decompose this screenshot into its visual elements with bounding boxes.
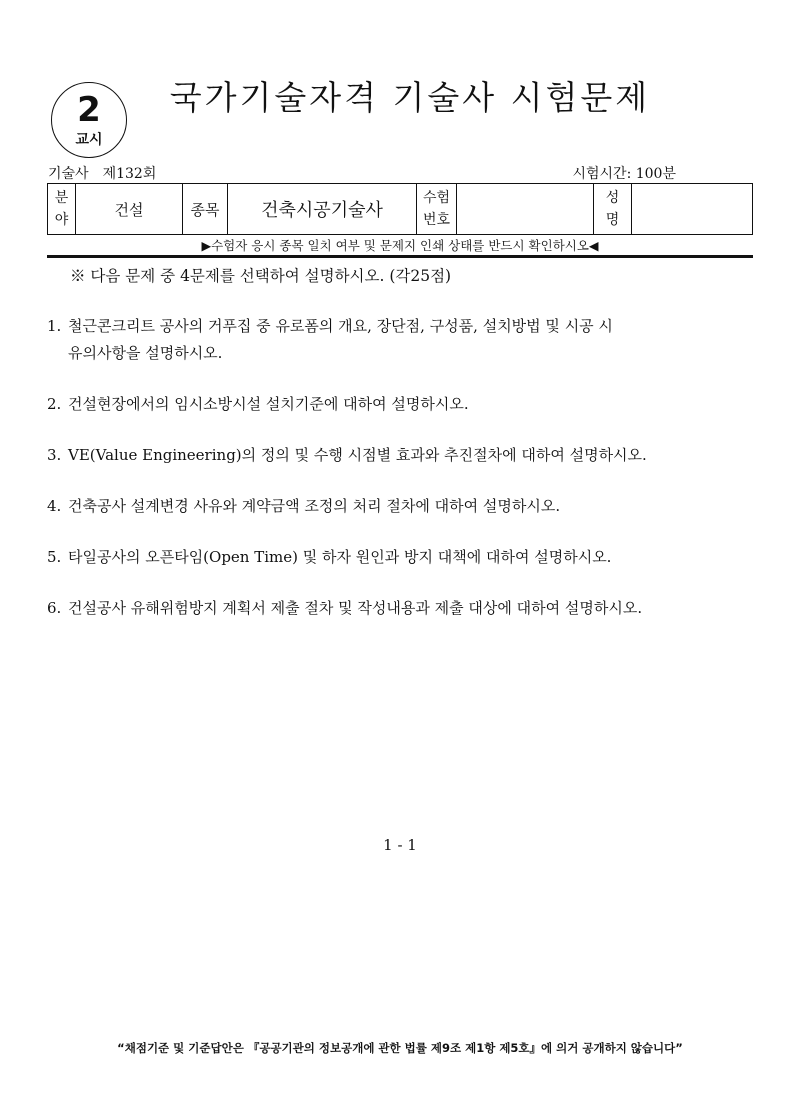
question-number: 1. bbox=[47, 317, 62, 335]
question-text: 건설현장에서의 임시소방시설 설치기준에 대하여 설명하시오. bbox=[68, 395, 469, 413]
question-text: 건설공사 유해위험방지 계획서 제출 절차 및 작성내용과 제출 대상에 대하여 설명하시오. bbox=[68, 599, 643, 617]
question-item bbox=[47, 544, 759, 571]
name-label-top: 성 bbox=[605, 190, 620, 206]
divider-rule bbox=[47, 255, 753, 258]
registration-label-cell bbox=[417, 184, 457, 234]
question-text: VE(Value Engineering)의 정의 및 수행 시점별 효과와 추진절차에 대하여 설명하시오. bbox=[68, 446, 647, 464]
registration-number-field[interactable] bbox=[457, 184, 594, 234]
name-label-cell bbox=[594, 184, 632, 234]
field-label-top: 분 bbox=[54, 190, 69, 206]
question-text-continued: 유의사항을 설명하시오. bbox=[68, 344, 223, 362]
question-number: 2. bbox=[47, 395, 62, 413]
name-field[interactable] bbox=[632, 184, 752, 234]
registration-label-top: 수험 bbox=[422, 190, 451, 206]
session-number: 2 bbox=[77, 90, 101, 130]
name-label-bottom: 명 bbox=[605, 212, 620, 228]
check-notice: ▶수험자 응시 종목 일치 여부 및 문제지 인쇄 상태를 반드시 확인하시오◀ bbox=[201, 238, 599, 253]
exam-category: 기술사 bbox=[48, 166, 89, 182]
question-item bbox=[47, 313, 759, 367]
question-number: 5. bbox=[47, 548, 62, 566]
question-text: 타일공사의 오픈타임(Open Time) 및 하자 원인과 방지 대책에 대하여 설명하시오. bbox=[68, 548, 612, 566]
field-label-bottom: 야 bbox=[54, 212, 69, 228]
question-item bbox=[47, 595, 759, 622]
disclosure-footer: “채점기준 및 기준답안은 『공공기관의 정보공개에 관한 법률 제9조 제1항 제5호』에 의거 공개하지 않습니다” bbox=[117, 1041, 683, 1055]
exam-info-table bbox=[47, 183, 753, 235]
registration-label-bottom: 번호 bbox=[422, 212, 451, 228]
question-item bbox=[47, 442, 759, 469]
instruction: ※ 다음 문제 중 4문제를 선택하여 설명하시오. (각25점) bbox=[70, 267, 452, 285]
question-number: 6. bbox=[47, 599, 62, 617]
question-text: 건축공사 설계변경 사유와 계약금액 조정의 처리 절차에 대하여 설명하시오. bbox=[68, 497, 561, 515]
question-item bbox=[47, 391, 759, 418]
session-label: 교시 bbox=[75, 132, 103, 148]
question-item bbox=[47, 493, 759, 520]
question-number: 3. bbox=[47, 446, 62, 464]
exam-time: 시험시간: 100분 bbox=[572, 166, 676, 182]
field-value: 건설 bbox=[76, 184, 183, 234]
type-value: 건축시공기술사 bbox=[228, 184, 417, 234]
exam-title: 국가기술자격 기술사 시험문제 bbox=[169, 78, 651, 117]
page-number: 1 - 1 bbox=[383, 836, 417, 854]
type-label: 종목 bbox=[183, 184, 228, 234]
session-badge bbox=[51, 82, 127, 158]
question-text: 철근콘크리트 공사의 거푸집 중 유로폼의 개요, 장단점, 구성품, 설치방법 및 시공 시 bbox=[68, 317, 613, 335]
field-label-cell bbox=[48, 184, 76, 234]
exam-round: 제132회 bbox=[102, 166, 157, 182]
question-number: 4. bbox=[47, 497, 62, 515]
exam-category-round bbox=[48, 163, 156, 183]
